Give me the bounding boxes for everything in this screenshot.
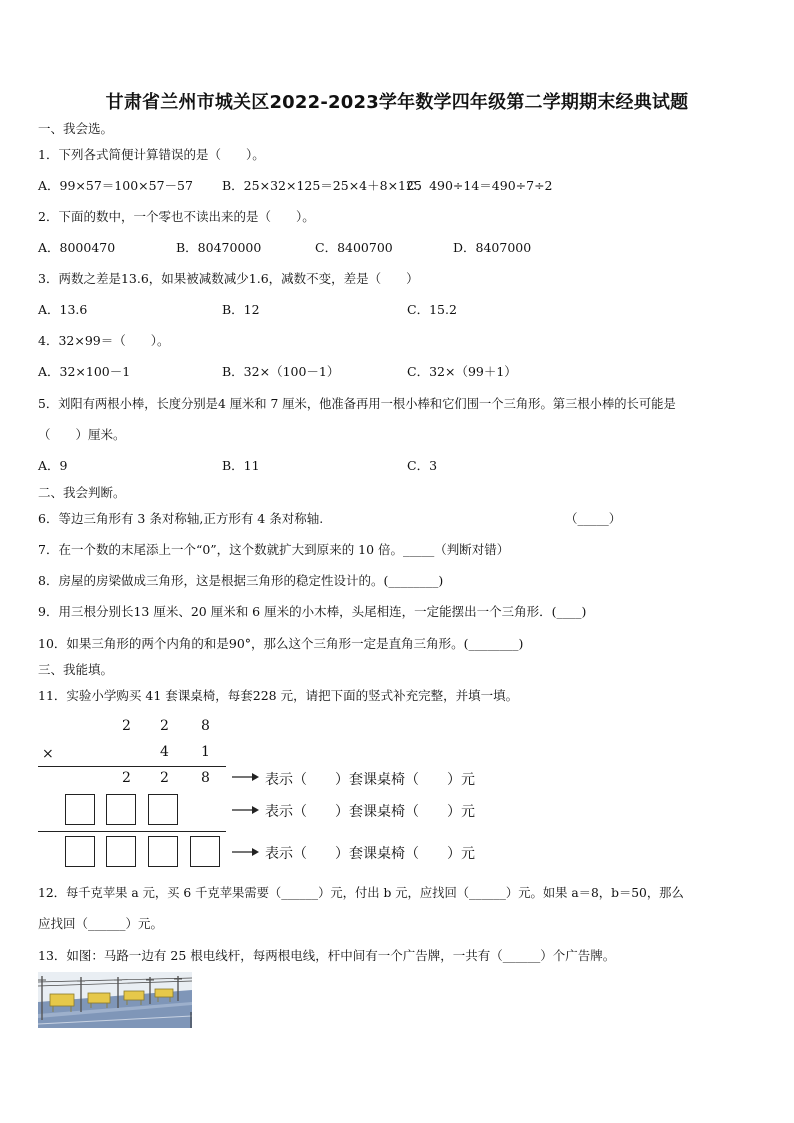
question-2-option-a: A．8000470 [38,240,116,255]
mult-digit: 8 [201,770,210,786]
question-6-answer-blank[interactable]: （_____） [565,511,622,526]
question-12-line1: 12．每千克苹果 a 元，买 6 千克苹果需要（______）元，付出 b 元，应找回（______）元。如果 a＝8，b＝50，那么 [38,886,684,900]
arrow-right-icon [232,847,260,857]
question-8-text: 8．房屋的房梁做成三角形，这是根据三角形的稳定性设计的。(________) [38,573,444,588]
arrow-right-icon [232,805,260,815]
question-9-text: 9．用三根分别长13 厘米、20 厘米和 6 厘米的小木棒，头尾相连，一定能摆出一个三角形．(____) [38,604,587,619]
multiply-sign: × [42,746,54,762]
arrow-right-icon [232,772,260,782]
question-3-option-c: C．15.2 [407,302,457,317]
question-4-option-b: B．32×（100－1） [222,364,340,379]
question-2-stem: 2．下面的数中，一个零也不读出来的是（ ）。 [38,209,315,224]
question-2-option-c: C．8400700 [315,240,393,255]
question-1-option-c: C．490÷14＝490÷7÷2 [407,178,553,193]
question-2-option-b: B．80470000 [176,240,262,255]
page-title: 甘肃省兰州市城关区2022-2023学年数学四年级第二学期期末经典试题 [105,92,689,113]
question-2-option-d: D．8407000 [453,240,532,255]
answer-box[interactable] [106,836,136,867]
answer-box[interactable] [106,794,136,825]
mult-digit: 8 [201,718,210,734]
question-5-stem-line2: （ ）厘米。 [38,427,126,442]
question-3-stem: 3．两数之差是13.6，如果被减数减少1.6，减数不变，差是（ ） [38,271,419,286]
section-heading-choice: 一、我会选。 [38,121,114,136]
answer-box[interactable] [65,836,95,867]
question-3-option-b: B．12 [222,302,260,317]
question-7-text: 7．在一个数的末尾添上一个“0”，这个数就扩大到原来的 10 倍。_____（判断对错） [38,542,510,557]
mult-digit: 4 [160,744,169,760]
answer-box[interactable] [148,836,178,867]
section-heading-judge: 二、我会判断。 [38,485,126,500]
question-5-option-a: A．9 [38,458,68,473]
question-1-option-b: B．25×32×125＝25×4＋8×125 [222,178,422,193]
mult-annotation-1: 表示（ ）套课桌椅（ ）元 [265,772,475,788]
question-11-stem: 11．实验小学购买 41 套课桌椅，每套228 元，请把下面的竖式补充完整，并填一填。 [38,688,519,703]
question-10-text: 10．如果三角形的两个内角的和是90°，那么这个三角形一定是直角三角形。(________) [38,636,524,651]
question-6-text: 6．等边三角形有 3 条对称轴,正方形有 4 条对称轴. [38,511,324,526]
mult-digit: 2 [122,718,131,734]
mult-annotation-3: 表示（ ）套课桌椅（ ）元 [265,846,475,862]
answer-box[interactable] [190,836,220,867]
mult-divider-line [38,831,226,832]
question-5-stem-line1: 5．刘阳有两根小棒，长度分别是4 厘米和 7 厘米，他准备再用一根小棒和它们围一个三角形。第三根小棒的长可能是 [38,397,676,411]
question-12-line2: 应找回（______）元。 [38,916,164,931]
mult-annotation-2: 表示（ ）套课桌椅（ ）元 [265,804,475,820]
question-3-option-a: A．13.6 [38,302,88,317]
question-13-text: 13．如图：马路一边有 25 根电线杆，每两根电线，杆中间有一个广告牌，一共有（______）个广告牌。 [38,948,616,963]
question-5-option-b: B．11 [222,458,260,473]
mult-divider-line [38,766,226,767]
answer-box[interactable] [148,794,178,825]
question-4-option-a: A．32×100－1 [38,364,131,379]
question-4-stem: 4．32×99＝（ ）。 [38,333,170,348]
question-4-option-c: C．32×（99＋1） [407,364,517,379]
question-1-stem: 1．下列各式简便计算错误的是（ ）。 [38,147,265,162]
question-1-option-a: A．99×57＝100×57－57 [38,178,193,193]
question-5-option-c: C．3 [407,458,438,473]
road-billboards-illustration [38,972,192,1028]
mult-digit: 2 [160,718,169,734]
answer-box[interactable] [65,794,95,825]
mult-digit: 2 [160,770,169,786]
mult-digit: 1 [201,744,210,760]
section-heading-fill: 三、我能填。 [38,662,114,677]
mult-digit: 2 [122,770,131,786]
